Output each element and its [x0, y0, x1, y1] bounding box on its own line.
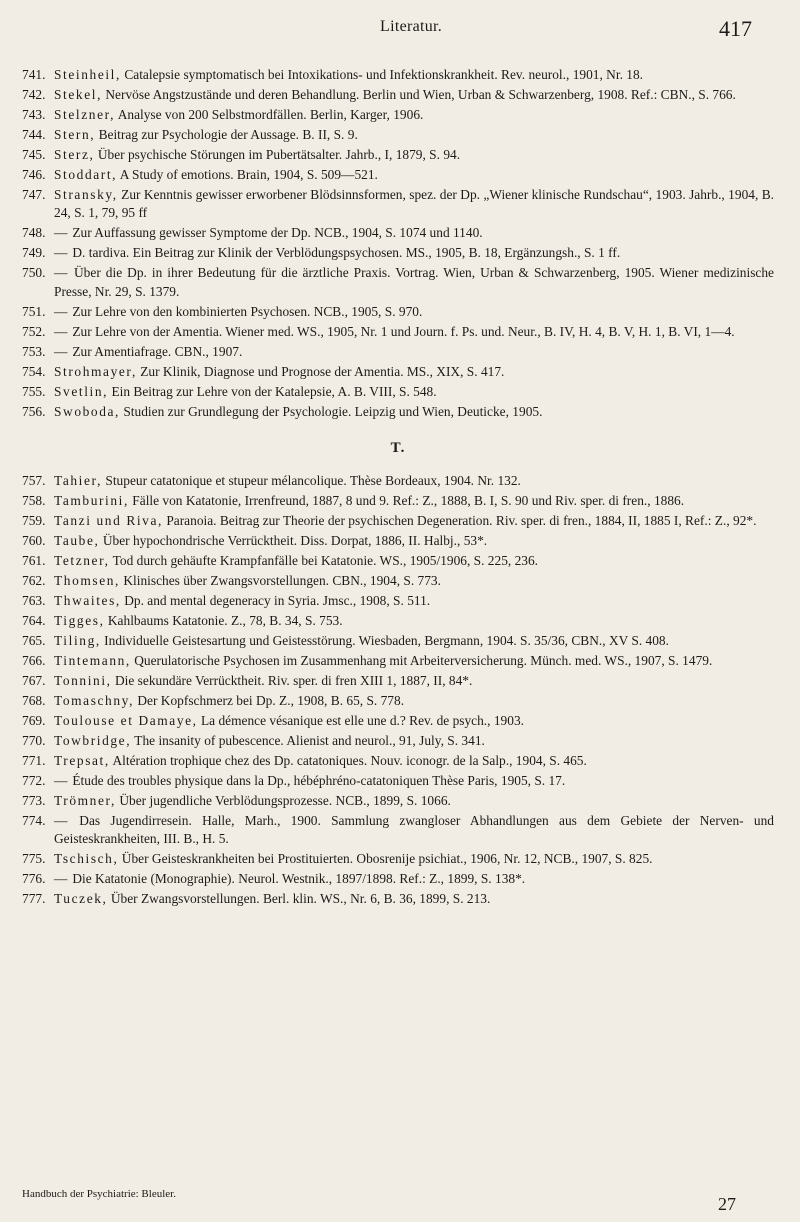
entry-title: Das Jugendirresein. Halle, Marh., 1900. Sammlung zwangloser Abhandlungen aus dem Gebiete der Nerven- und Geisteskrankheiten, III. B., H. 5. [54, 812, 774, 847]
entry-title: Zur Kenntnis gewisser erworbener Blödsinnsformen, spez. der Dp. „Wiener klinische Rundschau“, 1903. Jahrb., 1904, B. 24, S. 1, 79, 95 ff [54, 187, 774, 221]
entry-number: 776. [22, 871, 46, 887]
entry-text [54, 512, 774, 530]
entry-number: 754. [22, 363, 46, 379]
entry-title: La démence vésanique est elle une d.? Rev. de psych., 1903. [200, 712, 524, 728]
entry-author: Stekel, [54, 87, 103, 102]
entry-author: Tamburini, [54, 492, 129, 508]
entry-title: Zur Auffassung gewisser Symptome der Dp. NCB., 1904, S. 1074 und 1140. [72, 225, 483, 241]
entry-author: Swoboda, [54, 403, 120, 419]
entry-author: — [54, 871, 69, 887]
bibliography-entry [22, 692, 774, 710]
entry-author: Tonnini, [54, 672, 112, 688]
bibliography-entry [22, 752, 774, 770]
entry-title: Altération trophique chez des Dp. catatoniques. Nouv. iconogr. de la Salp., 1904, S. 465. [112, 752, 587, 768]
bibliography-entry [22, 66, 774, 84]
entry-number: 746. [22, 167, 46, 182]
entry-author: Tiling, [54, 632, 101, 648]
entry-title: Zur Klinik, Diagnose und Prognose der Amentia. MS., XIX, S. 417. [140, 363, 505, 379]
entry-number: 752. [22, 323, 46, 339]
entry-author: Steinheil, [54, 67, 121, 82]
entry-author: Tahier, [54, 472, 103, 488]
entry-title: Der Kopfschmerz bei Dp. Z., 1908, B. 65, S. 778. [137, 692, 405, 708]
entry-text [54, 472, 774, 490]
entry-author: Stransky, [54, 187, 118, 202]
entry-number: 759. [22, 512, 46, 528]
entry-title: Zur Amentiafrage. CBN., 1907. [72, 343, 243, 359]
entry-title: Kahlbaums Katatonie. Z., 78, B. 34, S. 753. [107, 612, 343, 628]
entry-number: 773. [22, 792, 46, 808]
entry-title: D. tardiva. Ein Beitrag zur Klinik der Verblödungspsychosen. MS., 1905, B. 18, Ergänzungsh., S. 1 ff. [72, 245, 621, 261]
entry-title: Catalepsie symptomatisch bei Intoxikations- und Infektionskrankheit. Rev. neurol., 1901, Nr. 18. [124, 67, 643, 82]
bibliography-entry [22, 86, 774, 104]
entry-author: Taube, [54, 532, 100, 548]
bibliography-entry [22, 552, 774, 570]
entry-number: 747. [22, 187, 46, 202]
bibliography-entry [22, 264, 774, 301]
entry-title: Tod durch gehäufte Krampfanfälle bei Katatonie. WS., 1905/1906, S. 225, 236. [112, 552, 539, 568]
bibliography-entry [22, 224, 774, 242]
entry-author: Toulouse et Damaye, [54, 712, 198, 728]
entry-text [54, 383, 774, 401]
bibliography-entry [22, 652, 774, 670]
entry-number: 765. [22, 632, 46, 648]
bibliography-entry [22, 403, 774, 421]
entry-author: Stoddart, [54, 167, 118, 182]
entry-title: The insanity of pubescence. Alienist and neurol., 91, July, S. 341. [134, 732, 485, 748]
bibliography-entry [22, 363, 774, 381]
bibliography-entry [22, 850, 774, 868]
entry-text [54, 166, 774, 184]
entry-author: Trömner, [54, 792, 116, 808]
entry-author: Stelzner, [54, 107, 116, 122]
entry-text [54, 532, 774, 550]
bibliography-entry [22, 323, 774, 341]
entry-text [54, 186, 774, 223]
entry-number: 756. [22, 403, 46, 419]
entry-title: Klinisches über Zwangsvorstellungen. CBN., 1904, S. 773. [123, 572, 441, 588]
entry-author: Tschisch, [54, 851, 119, 867]
entry-number: 741. [22, 67, 46, 82]
entry-title: Über jugendliche Verblödungsprozesse. NCB., 1899, S. 1066. [119, 792, 451, 808]
entry-title: Dp. and mental degeneracy in Syria. Jmsc., 1908, S. 511. [124, 592, 431, 608]
entry-text [54, 86, 774, 104]
entry-title: Individuelle Geistesartung und Geistesstörung. Wiesbaden, Bergmann, 1904. S. 35/36, CBN., XV S. 408. [104, 632, 669, 648]
entry-text [54, 712, 774, 730]
bibliography-entry [22, 712, 774, 730]
entry-title: Die sekundäre Verrücktheit. Riv. sper. di fren XIII 1, 1887, II, 84*. [114, 672, 473, 688]
entry-author: — [54, 225, 69, 241]
entry-title: Stupeur catatonique et stupeur mélancolique. Thèse Bordeaux, 1904. Nr. 132. [105, 472, 521, 488]
entry-text [54, 572, 774, 590]
bibliography-entry [22, 772, 774, 790]
entry-title: A Study of emotions. Brain, 1904, S. 509—521. [119, 167, 378, 182]
bibliography-entry [22, 672, 774, 690]
entry-author: Tomaschny, [54, 692, 135, 708]
entry-author: — [54, 265, 69, 281]
entry-author: — [54, 343, 69, 359]
entry-text [54, 303, 774, 321]
entry-author: Thomsen, [54, 572, 120, 588]
entry-title: Die Katatonie (Monographie). Neurol. Westnik., 1897/1898. Ref.: Z., 1899, S. 138*. [72, 871, 526, 887]
bibliography-entry [22, 492, 774, 510]
entry-text [54, 732, 774, 750]
entry-number: 764. [22, 612, 46, 628]
entry-number: 743. [22, 107, 46, 122]
footer-book-title: Handbuch der Psychiatrie: Bleuler. [22, 1188, 176, 1200]
bibliography-entry [22, 146, 774, 164]
entry-number: 769. [22, 712, 46, 728]
entry-text [54, 224, 774, 242]
entry-number: 771. [22, 752, 46, 768]
entry-number: 768. [22, 692, 46, 708]
entry-author: Svetlin, [54, 383, 109, 399]
entry-title: Studien zur Grundlegung der Psychologie. Leipzig und Wien, Deuticke, 1905. [123, 403, 543, 419]
entry-author: — [54, 303, 69, 319]
bibliography-entry [22, 792, 774, 810]
entry-text [54, 492, 774, 510]
page-footer [22, 1186, 774, 1216]
entry-author: Tetzner, [54, 552, 110, 568]
bibliography-entry [22, 126, 774, 144]
entry-title: Über Geisteskrankheiten bei Prostituierten. Obosrenije psichiat., 1906, Nr. 12, NCB., 1907, S. 825. [121, 851, 653, 867]
entry-number: 753. [22, 343, 46, 359]
entry-text [54, 792, 774, 810]
bibliography-entry [22, 870, 774, 888]
entry-text [54, 612, 774, 630]
entry-text [54, 890, 774, 908]
bibliography-entry [22, 732, 774, 750]
entry-number: 758. [22, 492, 46, 508]
entry-number: 745. [22, 147, 46, 162]
bibliography-entry [22, 512, 774, 530]
entry-title: Zur Lehre von den kombinierten Psychosen. NCB., 1905, S. 970. [72, 303, 423, 319]
entry-title: Étude des troubles physique dans la Dp., hébéphréno-catatoniquen Thèse Paris, 1905, S. 17. [72, 772, 566, 788]
entry-author: Tanzi und Riva, [54, 512, 163, 528]
entry-number: 770. [22, 732, 46, 748]
bibliography-group-t [22, 472, 774, 909]
entry-title: Nervöse Angstzustände und deren Behandlung. Berlin und Wien, Urban & Schwarzenberg, 1908. Ref.: CBN., S. 766. [105, 87, 736, 102]
entry-number: 749. [22, 245, 46, 261]
entry-text [54, 692, 774, 710]
entry-text [54, 66, 774, 84]
bibliography-entry [22, 812, 774, 849]
entry-number: 751. [22, 303, 46, 319]
entry-number: 760. [22, 532, 46, 548]
entry-text [54, 652, 774, 670]
bibliography-entry [22, 592, 774, 610]
entry-author: — [54, 772, 69, 788]
bibliography-entry [22, 166, 774, 184]
bibliography-entry [22, 572, 774, 590]
entry-author: Strohmayer, [54, 363, 137, 379]
entry-text [54, 752, 774, 770]
entry-number: 775. [22, 851, 46, 867]
entry-title: Über hypochondrische Verrücktheit. Diss. Dorpat, 1886, II. Halbj., 53*. [102, 532, 488, 548]
entry-author: Trepsat, [54, 752, 110, 768]
bibliography-group-s [22, 66, 774, 421]
entry-number: 774. [22, 812, 46, 828]
bibliography-entry [22, 632, 774, 650]
entry-number: 772. [22, 772, 46, 788]
entry-author: Stern, [54, 127, 96, 142]
entry-text [54, 772, 774, 790]
entry-title: Über die Dp. in ihrer Bedeutung für die ärztliche Praxis. Vortrag. Wien, Urban & Schwarzenberg, 1905. Wiener medizinische Presse, Nr. 29, S. 1379. [54, 265, 774, 299]
entry-text [54, 403, 774, 421]
bibliography-entry [22, 612, 774, 630]
entry-author: — [54, 245, 69, 261]
section-letter: T. [390, 440, 406, 457]
entry-text [54, 672, 774, 690]
entry-number: 766. [22, 652, 46, 668]
entry-author: Towbridge, [54, 732, 132, 748]
entry-number: 750. [22, 265, 46, 281]
entry-number: 744. [22, 127, 46, 142]
entry-number: 755. [22, 383, 46, 399]
entry-title: Paranoia. Beitrag zur Theorie der psychischen Degeneration. Riv. sper. di fren., 1884, II, 1885 I, Ref.: Z., 92*. [166, 512, 757, 528]
entry-number: 757. [22, 472, 46, 488]
entry-number: 762. [22, 572, 46, 588]
bibliography-entry [22, 472, 774, 490]
entry-title: Analyse von 200 Selbstmordfällen. Berlin, Karger, 1906. [117, 107, 424, 122]
entry-title: Über Zwangsvorstellungen. Berl. klin. WS., Nr. 6, B. 36, 1899, S. 213. [110, 891, 491, 907]
entry-number: 777. [22, 891, 46, 907]
entry-number: 767. [22, 672, 46, 688]
entry-text [54, 363, 774, 381]
entry-number: 748. [22, 225, 46, 241]
entry-author: Tintemann, [54, 652, 131, 668]
entry-number: 742. [22, 87, 46, 102]
bibliography-entry [22, 890, 774, 908]
entry-title: Querulatorische Psychosen im Zusammenhang mit Arbeiterversicherung. Münch. med. WS., 1907, S. 1479. [134, 652, 713, 668]
entry-text [54, 812, 774, 849]
entry-text [54, 244, 774, 262]
entry-text [54, 850, 774, 868]
bibliography-entry [22, 383, 774, 401]
entry-number: 761. [22, 552, 46, 568]
entry-author: Sterz, [54, 147, 95, 162]
bibliography-entry [22, 532, 774, 550]
entry-author: — [54, 323, 69, 339]
signature-mark: 27 [718, 1194, 736, 1214]
entry-text [54, 592, 774, 610]
entry-author: — [54, 812, 69, 828]
entry-text [54, 146, 774, 164]
entry-text [54, 264, 774, 301]
bibliography-entry [22, 244, 774, 262]
bibliography-entry [22, 186, 774, 223]
entry-text [54, 632, 774, 650]
entry-number: 763. [22, 592, 46, 608]
entry-text [54, 106, 774, 124]
entry-title: Über psychische Störungen im Pubertätsalter. Jahrb., I, 1879, S. 94. [97, 147, 461, 162]
entry-author: Tuczek, [54, 891, 108, 907]
bibliography-entry [22, 303, 774, 321]
entry-title: Zur Lehre von der Amentia. Wiener med. WS., 1905, Nr. 1 und Journ. f. Ps. und. Neur., B. IV, H. 4, B. V, H. 1, B. VI, 1—4. [72, 323, 735, 339]
bibliography-entry [22, 106, 774, 124]
entry-text [54, 323, 774, 341]
entry-title: Ein Beitrag zur Lehre von der Katalepsie, A. B. VIII, S. 548. [111, 383, 437, 399]
entry-text [54, 126, 774, 144]
running-title: Literatur. [380, 18, 443, 35]
entry-title: Fälle von Katatonie, Irrenfreund, 1887, 8 und 9. Ref.: Z., 1888, B. I, S. 90 und Riv. sper. di fren., 1886. [132, 492, 685, 508]
page-number: 417 [719, 16, 752, 41]
page-header [0, 18, 800, 48]
entry-text [54, 552, 774, 570]
entry-author: Thwaites, [54, 592, 121, 608]
entry-text [54, 343, 774, 361]
bibliography-entry [22, 343, 774, 361]
entry-author: Tigges, [54, 612, 105, 628]
entry-title: Beitrag zur Psychologie der Aussage. B. II, S. 9. [98, 127, 358, 142]
entry-text [54, 870, 774, 888]
bibliography-list [22, 66, 774, 910]
